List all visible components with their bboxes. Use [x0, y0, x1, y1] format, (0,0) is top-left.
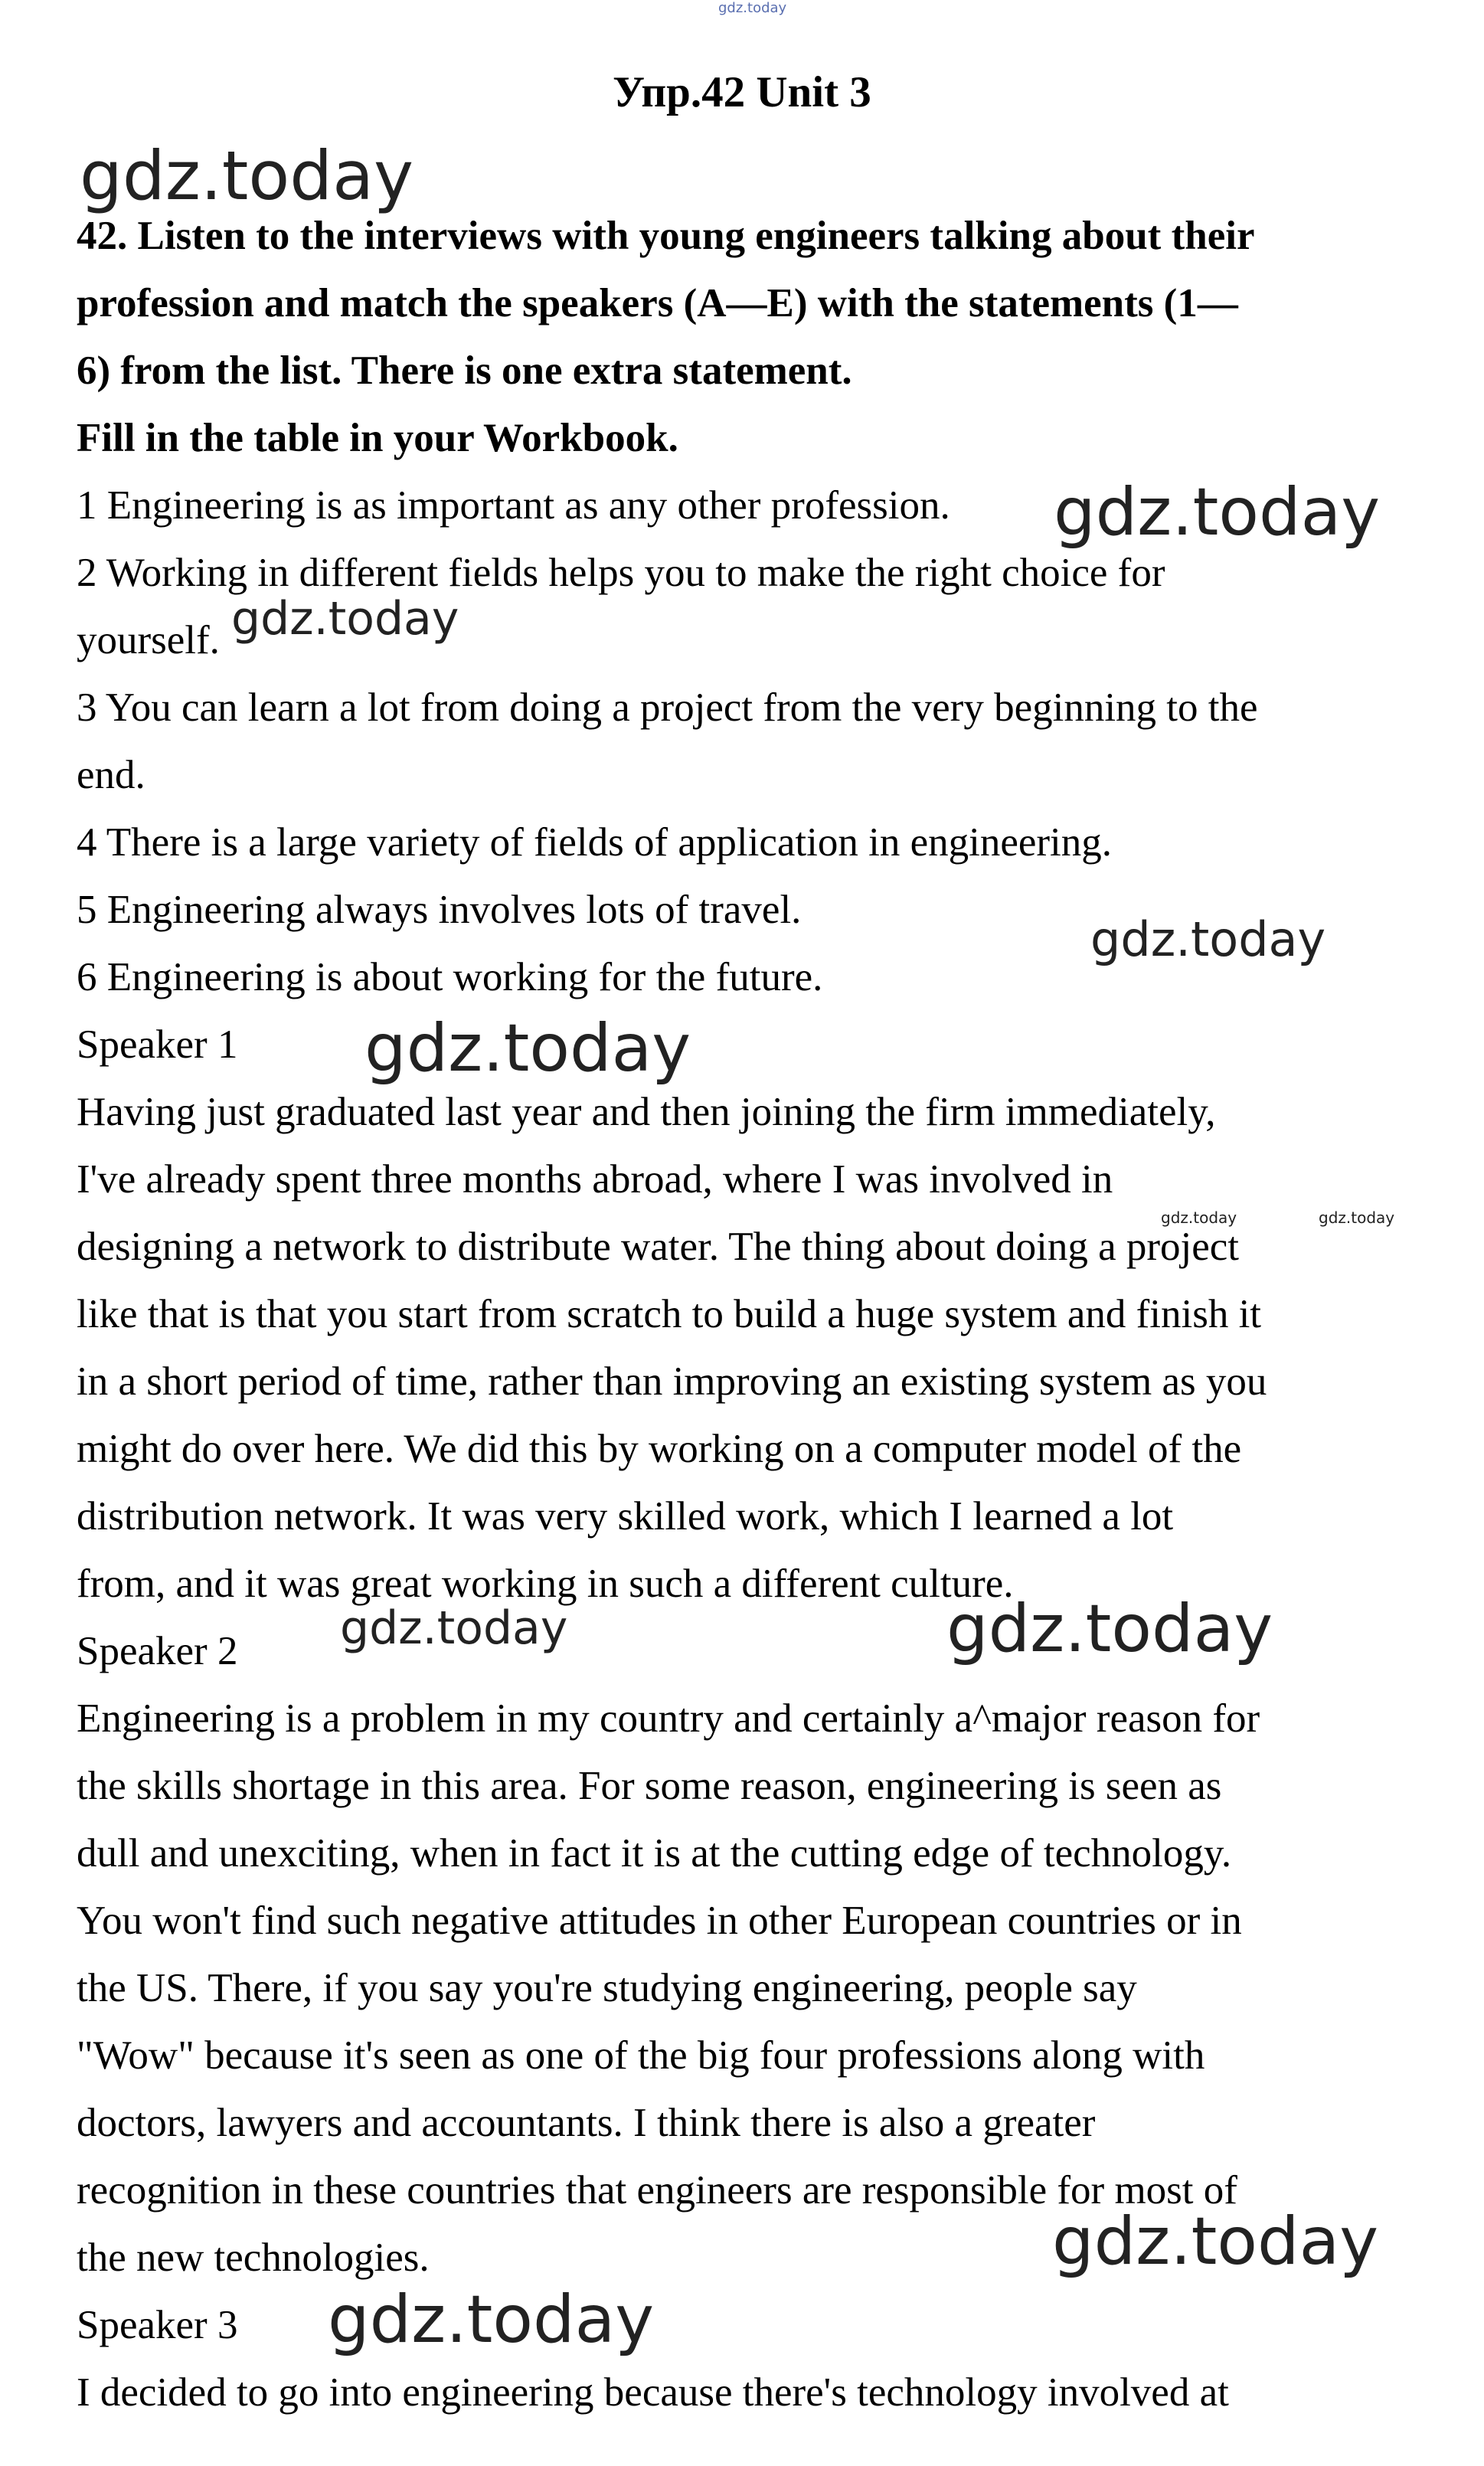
watermark-speaker-3: gdz.today	[328, 2281, 655, 2358]
speaker-1-line-2: I've already spent three months abroad, where I was involved in	[77, 1157, 1113, 1202]
watermark-title: gdz.today	[80, 136, 414, 215]
speaker-2-line-4: You won't find such negative attitudes in other European countries or in	[77, 1899, 1242, 1943]
speaker-2-line-6: "Wow" because it's seen as one of the big four professions along with	[77, 2033, 1205, 2078]
statement-3-cont: end.	[77, 753, 145, 797]
statement-3: 3 You can learn a lot from doing a project from the very beginning to the	[77, 685, 1258, 730]
speaker-3-label: Speaker 3	[77, 2303, 238, 2347]
watermark-small-2: gdz.today	[1319, 1208, 1395, 1227]
speaker-1-line-3: designing a network to distribute water. The thing about doing a project	[77, 1225, 1240, 1269]
speaker-1-line-6: might do over here. We did this by working on a computer model of the	[77, 1427, 1242, 1471]
speaker-1-line-1: Having just graduated last year and then joining the firm immediately,	[77, 1090, 1216, 1134]
watermark-speaker-1: gdz.today	[364, 1010, 691, 1087]
speaker-1-line-5: in a short period of time, rather than improving an existing system as you	[77, 1359, 1267, 1404]
watermark-speaker-2-c: gdz.today	[1052, 2203, 1379, 2280]
speaker-1-line-7: distribution network. It was very skilled work, which I learned a lot	[77, 1494, 1174, 1539]
task-line-3: 6) from the list. There is one extra statement.	[77, 348, 852, 393]
watermark-small-1: gdz.today	[1161, 1208, 1237, 1227]
statement-6: 6 Engineering is about working for the future.	[77, 955, 823, 999]
speaker-1-label: Speaker 1	[77, 1022, 238, 1067]
watermark-statement-2: gdz.today	[231, 592, 459, 646]
statement-2-cont: yourself.	[77, 618, 220, 662]
top-watermark: gdz.today	[718, 0, 787, 16]
statement-2: 2 Working in different fields helps you to make the right choice for	[77, 551, 1165, 595]
speaker-2-line-3: dull and unexciting, when in fact it is at the cutting edge of technology.	[77, 1831, 1232, 1876]
task-line-2: profession and match the speakers (A—E) with the statements (1—	[77, 281, 1238, 325]
watermark-speaker-2-b: gdz.today	[946, 1591, 1273, 1667]
speaker-2-label: Speaker 2	[77, 1629, 238, 1673]
statement-4: 4 There is a large variety of fields of application in engineering.	[77, 820, 1113, 865]
speaker-1-line-8: from, and it was great working in such a different culture.	[77, 1562, 1014, 1606]
watermark-statement-6: gdz.today	[1090, 911, 1326, 967]
speaker-1-line-4: like that is that you start from scratch to build a huge system and finish it	[77, 1292, 1262, 1336]
speaker-3-line-1: I decided to go into engineering because there's technology involved at	[77, 2370, 1229, 2415]
task-line-4: Fill in the table in your Workbook.	[77, 416, 678, 460]
page-title: Упр.42 Unit 3	[613, 68, 871, 116]
statement-1: 1 Engineering is as important as any other profession.	[77, 483, 950, 528]
speaker-2-line-8: recognition in these countries that engineers are responsible for most of	[77, 2168, 1237, 2213]
speaker-2-line-2: the skills shortage in this area. For some reason, engineering is seen as	[77, 1764, 1222, 1808]
speaker-2-line-5: the US. There, if you say you're studying engineering, people say	[77, 1966, 1137, 2010]
speaker-2-line-9: the new technologies.	[77, 2235, 430, 2280]
watermark-speaker-2-a: gdz.today	[340, 1601, 568, 1655]
speaker-2-line-1: Engineering is a problem in my country and certainly a^major reason for	[77, 1696, 1260, 1741]
statement-5: 5 Engineering always involves lots of travel.	[77, 888, 802, 932]
watermark-statement-1: gdz.today	[1054, 474, 1381, 551]
speaker-2-line-7: doctors, lawyers and accountants. I think there is also a greater	[77, 2101, 1096, 2145]
task-line-1: 42. Listen to the interviews with young engineers talking about their	[77, 214, 1255, 258]
